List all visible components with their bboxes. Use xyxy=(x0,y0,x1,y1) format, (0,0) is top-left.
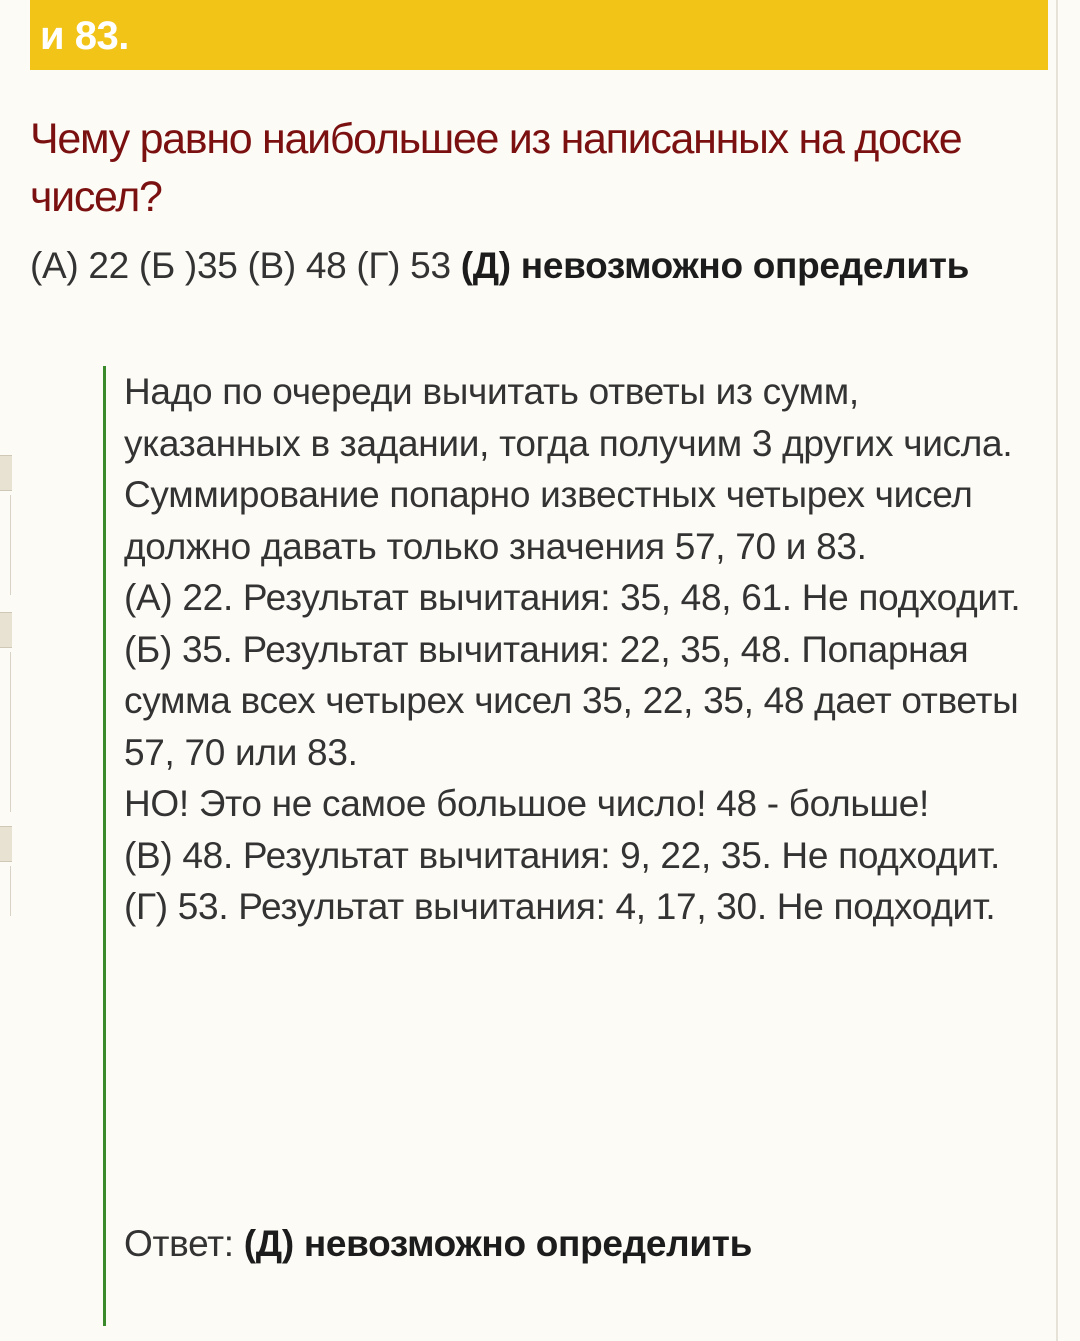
edge-tab[interactable] xyxy=(0,826,12,862)
edge-tab[interactable] xyxy=(0,612,12,648)
answer-options xyxy=(30,240,1040,292)
banner-text: и 83. xyxy=(40,14,129,58)
solution-paragraph-a: (А) 22. Результат вычитания: 35, 48, 61. Не подходит. xyxy=(124,577,1021,618)
solution-paragraph-intro: Надо по очереди вычитать ответы из сумм, указанных в задании, тогда получим 3 других числа. Суммирование попарно известных четырех чисел должно давать только значения 57, 70 и 83. xyxy=(124,371,1013,567)
edge-divider xyxy=(10,866,11,916)
options-list: (А) 22 (Б )35 (В) 48 (Г) 53 xyxy=(30,245,461,286)
question-text: Чему равно наибольшее из написанных на доске чисел? xyxy=(30,115,962,221)
edge-divider xyxy=(10,495,11,595)
edge-tab[interactable] xyxy=(0,455,12,491)
option-d-bold: (Д) невозможно определить xyxy=(460,245,970,286)
final-answer-label: Ответ: xyxy=(124,1223,244,1264)
page-right-border xyxy=(1056,0,1058,1341)
solution-text xyxy=(124,366,1039,933)
solution-paragraph-v: (В) 48. Результат вычитания: 9, 22, 35. Не подходит. xyxy=(124,834,1001,876)
edge-divider xyxy=(10,652,11,812)
final-answer-value: (Д) невозможно определить xyxy=(243,1223,753,1264)
solution-block xyxy=(103,366,1036,1326)
header-banner xyxy=(30,0,1048,70)
final-answer xyxy=(124,1218,752,1270)
solution-paragraph-note: НО! Это не самое большое число! 48 - больше! xyxy=(124,783,930,824)
solution-paragraph-g: (Г) 53. Результат вычитания: 4, 17, 30. Не подходит. xyxy=(124,886,996,927)
solution-paragraph-b: (Б) 35. Результат вычитания: 22, 35, 48. Попарная сумма всех четырех чисел 35, 22, 35, 48 дает ответы 57, 70 или 83. xyxy=(124,628,1019,773)
